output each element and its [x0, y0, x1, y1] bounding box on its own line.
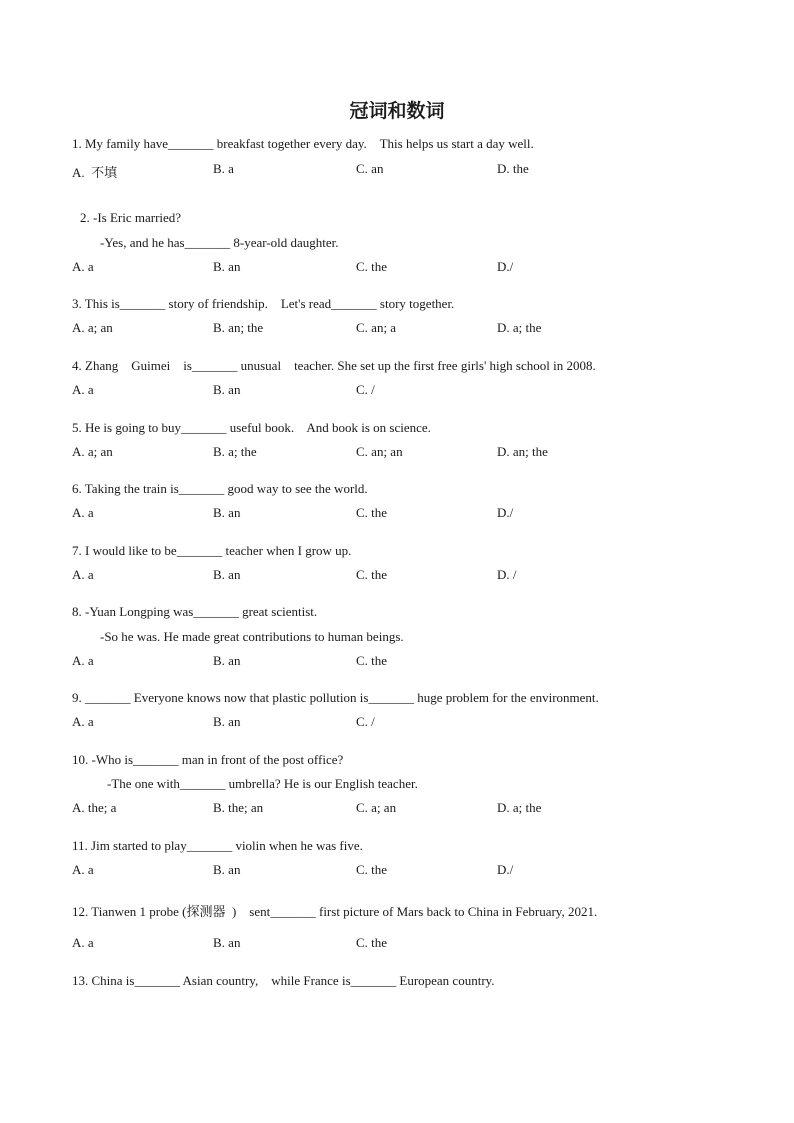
answer-option-c: C. a; an	[356, 800, 397, 815]
answer-option-d: D. a; the	[497, 800, 542, 815]
answer-option-b: B. an	[213, 935, 241, 950]
answer-option-b: B. the; an	[213, 800, 264, 815]
answer-option-d: D./	[497, 259, 514, 274]
answer-option-a: A. 不填	[72, 165, 118, 180]
question-stem: 11. Jim started to play_______ violin when he was five.	[72, 838, 363, 853]
answer-option-a: A. a	[72, 259, 94, 274]
answer-option-c: C. an	[356, 161, 384, 176]
answer-option-c: C. /	[356, 714, 375, 729]
answer-option-b: B. an	[213, 567, 241, 582]
answer-option-d: D. a; the	[497, 320, 542, 335]
answer-option-a: A. a	[72, 382, 94, 397]
answer-option-c: C. the	[356, 862, 388, 877]
answer-option-d: D./	[497, 862, 514, 877]
question-stem: 12. Tianwen 1 probe (探测器 ) sent_______ first picture of Mars back to China in February, 2021.	[72, 904, 598, 919]
answer-option-c: C. /	[356, 382, 375, 397]
answer-option-b: B. an	[213, 653, 241, 668]
question-stem: 3. This is_______ story of friendship. Let's read_______ story together.	[72, 296, 455, 311]
answer-option-c: C. an; a	[356, 320, 397, 335]
answer-option-d: D./	[497, 505, 514, 520]
question-stem: 9. _______ Everyone knows now that plastic pollution is_______ huge problem for the environment.	[72, 690, 599, 705]
answer-option-a: A. a; an	[72, 320, 113, 335]
answer-option-c: C. the	[356, 653, 388, 668]
question-stem: 2. -Is Eric married?	[80, 210, 182, 225]
answer-option-a: A. a	[72, 714, 94, 729]
answer-option-c: C. the	[356, 935, 388, 950]
question-stem: 13. China is_______ Asian country, while France is_______ European country.	[72, 973, 495, 988]
question-stem: 4. Zhang Guimei is_______ unusual teacher. She set up the first free girls' high school in 2008.	[72, 358, 596, 373]
question-stem: 8. -Yuan Longping was_______ great scientist.	[72, 604, 318, 619]
answer-option-b: B. a	[213, 161, 234, 176]
answer-option-a: A. a	[72, 935, 94, 950]
answer-option-d: D. the	[497, 161, 529, 176]
question-stem: 1. My family have_______ breakfast together every day. This helps us start a day well.	[72, 136, 534, 151]
answer-option-a: A. a	[72, 653, 94, 668]
answer-option-b: B. an; the	[213, 320, 264, 335]
answer-option-b: B. an	[213, 505, 241, 520]
answer-option-b: B. an	[213, 862, 241, 877]
answer-option-c: C. the	[356, 567, 388, 582]
question-stem: 10. -Who is_______ man in front of the post office?	[72, 752, 344, 767]
answer-option-d: D. /	[497, 567, 517, 582]
answer-option-b: B. an	[213, 714, 241, 729]
question-stem-continuation: -The one with_______ umbrella? He is our English teacher.	[107, 776, 418, 791]
question-stem-continuation: -Yes, and he has_______ 8-year-old daughter.	[100, 235, 339, 250]
answer-option-c: C. an; an	[356, 444, 403, 459]
answer-option-a: A. a	[72, 567, 94, 582]
question-stem: 7. I would like to be_______ teacher when I grow up.	[72, 543, 352, 558]
answer-option-a: A. a	[72, 505, 94, 520]
question-stem-continuation: -So he was. He made great contributions to human beings.	[100, 629, 404, 644]
answer-option-b: B. a; the	[213, 444, 257, 459]
page-title: 冠词和数词	[349, 100, 445, 122]
answer-option-a: A. the; a	[72, 800, 117, 815]
answer-option-b: B. an	[213, 382, 241, 397]
question-stem: 5. He is going to buy_______ useful book. And book is on science.	[72, 420, 431, 435]
answer-option-a: A. a; an	[72, 444, 113, 459]
answer-option-d: D. an; the	[497, 444, 548, 459]
answer-option-a: A. a	[72, 862, 94, 877]
answer-option-c: C. the	[356, 259, 388, 274]
answer-option-c: C. the	[356, 505, 388, 520]
question-stem: 6. Taking the train is_______ good way to see the world.	[72, 481, 368, 496]
answer-option-b: B. an	[213, 259, 241, 274]
